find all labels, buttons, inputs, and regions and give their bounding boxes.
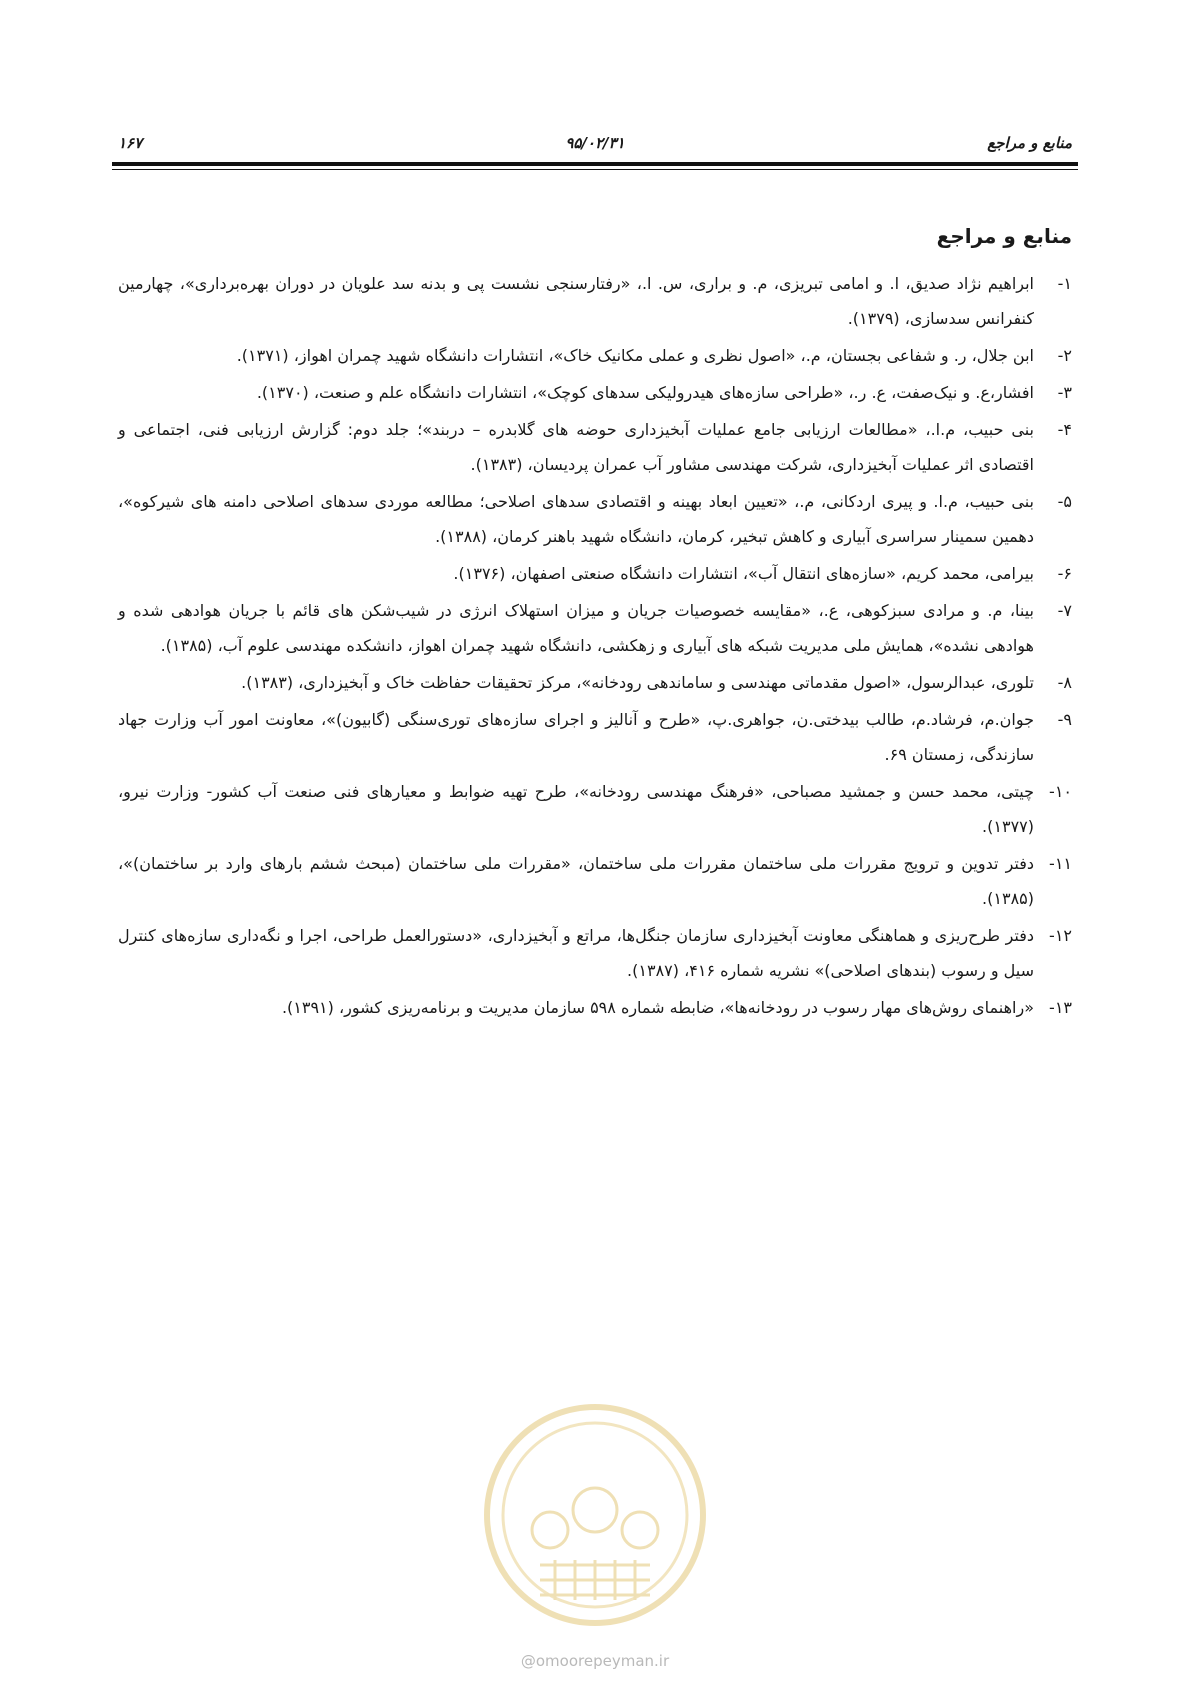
reference-list [118, 266, 1072, 1027]
header-rule-thin [112, 169, 1078, 170]
reference-item [118, 375, 1072, 410]
reference-item [118, 484, 1072, 554]
header-rule-thick [112, 162, 1078, 166]
reference-text: بنی حبیب، م.ا.، «مطالعات ارزیابی جامع عملیات آبخیزداری حوضه های گلابدره – دربند»؛ جلد دوم: گزارش ارزیابی فنی، اجتماعی و اقتصادی اثر عملیات آبخیزداری، شرکت مهندسی مشاور آب عمران پردیسان، (۱۳۸۳). [118, 420, 1034, 474]
reference-number: ۶- [1057, 564, 1072, 583]
reference-number: ۳- [1057, 383, 1072, 402]
reference-text: «راهنمای روش‌های مهار رسوب در رودخانه‌ها»، ضابطه شماره ۵۹۸ سازمان مدیریت و برنامه‌ریزی کشور، (۱۳۹۱). [281, 998, 1034, 1017]
reference-text: بینا، م. و مرادی سبزکوهی، ع.، «مقایسه خصوصیات جریان و میزان استهلاک انرژی در شیب‌شکن های قائم با جریان هوادهی شده و هوادهی نشده»، همایش ملی مدیریت شبکه های آبیاری و زهکشی، دانشگاه شهید چمران اهواز، دانشکده مهندسی علوم آب، (۱۳۸۵). [118, 601, 1034, 655]
watermark-domain: @omoorepeyman.ir [520, 1652, 670, 1670]
reference-number: ۷- [1057, 601, 1072, 620]
reference-item [118, 412, 1072, 482]
reference-item [118, 665, 1072, 700]
reference-text: ابن جلال، ر. و شفاعی بجستان، م.، «اصول نظری و عملی مکانیک خاک»، انتشارات دانشگاه شهید چمران اهواز، (۱۳۷۱). [236, 346, 1034, 365]
watermark-seal [480, 1400, 710, 1630]
reference-text: دفتر طرح‌ریزی و هماهنگی معاونت آبخیزداری سازمان جنگل‌ها، مراتع و آبخیزداری، «دستورالعمل طراحی، اجرا و نگه‌داری سازه‌های کنترل سیل و رسوب (بندهای اصلاحی)» نشریه شماره ۴۱۶، (۱۳۸۷). [118, 926, 1034, 980]
reference-item [118, 556, 1072, 591]
reference-number: ۱۰- [1049, 782, 1072, 801]
reference-text: جوان.م، فرشاد.م، طالب بیدختی.ن، جواهری.پ، «طرح و آنالیز و اجرای سازه‌های توری‌سنگی (گابیون)»، معاونت امور آب وزارت جهاد سازندگی، زمستان ۶۹. [118, 710, 1034, 764]
reference-number: ۹- [1057, 710, 1072, 729]
reference-number: ۱۲- [1049, 926, 1072, 945]
reference-text: ابراهیم نژاد صدیق، ا. و امامی تبریزی، م. و براری، س. ا.، «رفتارسنجی نشست پی و بدنه سد علویان در دوران بهره‌برداری»، چهارمین کنفرانس سدسازی، (۱۳۷۹). [118, 274, 1034, 328]
reference-number: ۴- [1057, 420, 1072, 439]
reference-item [118, 338, 1072, 373]
reference-item [118, 702, 1072, 772]
reference-number: ۱۳- [1049, 998, 1072, 1017]
reference-item [118, 918, 1072, 988]
reference-item [118, 266, 1072, 336]
reference-number: ۲- [1057, 346, 1072, 365]
reference-number: ۵- [1057, 492, 1072, 511]
reference-item [118, 774, 1072, 844]
reference-text: بنی حبیب، م.ا. و پیری اردکانی، م.، «تعیین ابعاد بهینه و اقتصادی سدهای اصلاحی؛ مطالعه موردی سدهای اصلاحی دامنه های شیرکوه»، دهمین سمینار سراسری آبیاری و کاهش تبخیر، کرمان، دانشگاه شهید باهنر کرمان، (۱۳۸۸). [118, 492, 1034, 546]
header-date: ۹۵/۰۲/۳۱ [565, 134, 625, 152]
reference-number: ۱- [1057, 274, 1072, 293]
reference-text: افشار،ع. و نیک‌صفت، ع. ر.، «طراحی سازه‌های هیدرولیکی سدهای کوچک»، انتشارات دانشگاه علم و صنعت، (۱۳۷۰). [256, 383, 1034, 402]
reference-text: تلوری، عبدالرسول، «اصول مقدماتی مهندسی و ساماندهی رودخانه»، مرکز تحقیقات حفاظت خاک و آبخیزداری، (۱۳۸۳). [241, 673, 1034, 692]
reference-text: دفتر تدوین و ترویج مقررات ملی ساختمان مقررات ملی ساختمان، «مقررات ملی ساختمان (مبحث ششم بارهای وارد بر ساختمان)»، (۱۳۸۵). [118, 854, 1034, 908]
reference-number: ۱۱- [1049, 854, 1072, 873]
section-title: منابع و مراجع [936, 224, 1072, 248]
reference-item [118, 990, 1072, 1025]
header-title: منابع و مراجع [987, 134, 1072, 152]
reference-text: چیتی، محمد حسن و جمشید مصباحی، «فرهنگ مهندسی رودخانه»، طرح تهیه ضوابط و معیارهای فنی صنعت آب کشور- وزارت نیرو، (۱۳۷۷). [118, 782, 1034, 836]
reference-item [118, 593, 1072, 663]
reference-text: بیرامی، محمد کریم، «سازه‌های انتقال آب»، انتشارات دانشگاه صنعتی اصفهان، (۱۳۷۶). [453, 564, 1034, 583]
reference-item [118, 846, 1072, 916]
page-number: ۱۶۷ [118, 134, 143, 152]
running-header [112, 128, 1078, 158]
reference-number: ۸- [1057, 673, 1072, 692]
